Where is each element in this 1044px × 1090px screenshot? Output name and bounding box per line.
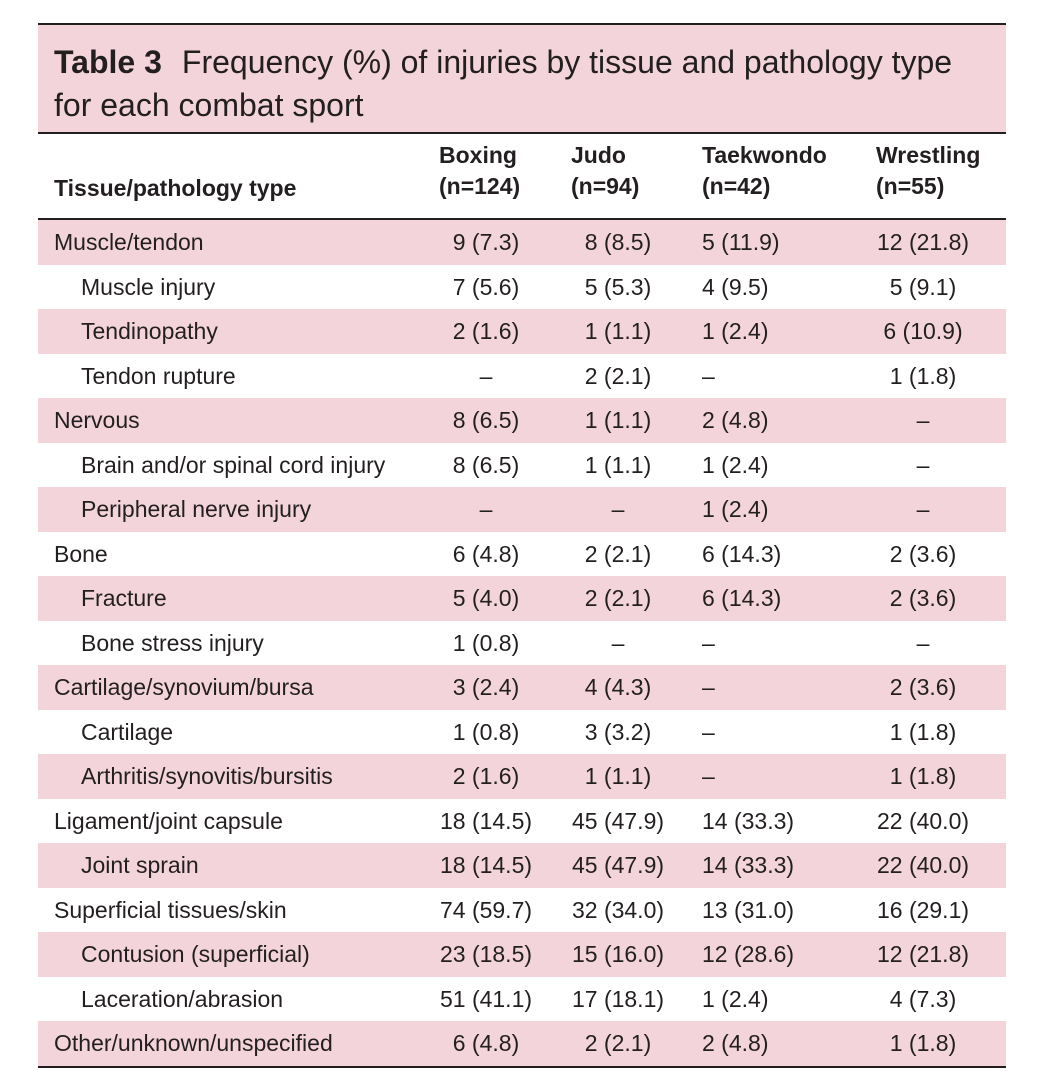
table-cell: 12 (28.6) bbox=[702, 941, 795, 967]
table-row bbox=[38, 754, 1006, 799]
table-cell: – bbox=[611, 496, 625, 522]
table-cell: 5 (5.3) bbox=[584, 273, 652, 300]
table-row bbox=[38, 932, 1006, 977]
header-boxing bbox=[439, 140, 520, 202]
table-cell: – bbox=[611, 629, 625, 656]
table-cell: 1 (1.1) bbox=[584, 318, 652, 344]
row-label: Tendinopathy bbox=[81, 318, 218, 344]
table-cell: 1 (1.8) bbox=[889, 763, 957, 789]
header-taekwondo-name: Taekwondo bbox=[702, 142, 827, 168]
table-cell: 2 (2.1) bbox=[584, 1030, 652, 1056]
table-cell: – bbox=[702, 718, 715, 745]
table-cell: 2 (2.1) bbox=[584, 362, 652, 389]
table-caption bbox=[38, 25, 1006, 132]
table-cell: 1 (2.4) bbox=[702, 318, 769, 344]
table-cell: – bbox=[916, 451, 930, 478]
header-boxing-n: (n=124) bbox=[439, 173, 521, 199]
table-cell: 12 (21.8) bbox=[876, 229, 970, 255]
table-cell: 2 (1.6) bbox=[452, 763, 520, 789]
table-cell: – bbox=[916, 407, 930, 433]
table-cell: – bbox=[702, 629, 715, 656]
table-cell: – bbox=[702, 674, 715, 700]
table-cell: 12 (21.8) bbox=[876, 941, 970, 967]
table-cell: 2 (1.6) bbox=[452, 318, 520, 344]
table-cell: 9 (7.3) bbox=[452, 229, 520, 255]
table-cell: 1 (1.1) bbox=[584, 407, 652, 433]
table-cell: 8 (8.5) bbox=[584, 229, 652, 255]
row-label: Contusion (superficial) bbox=[81, 941, 310, 967]
table-cell: 13 (31.0) bbox=[702, 896, 795, 923]
table-row bbox=[38, 1021, 1006, 1066]
table-cell: 1 (2.4) bbox=[702, 985, 769, 1012]
table-cell: 2 (2.1) bbox=[584, 585, 652, 611]
header-wrestling bbox=[876, 140, 980, 202]
row-label: Muscle/tendon bbox=[54, 229, 204, 255]
table-cell: 1 (0.8) bbox=[452, 718, 520, 745]
row-label: Peripheral nerve injury bbox=[81, 496, 312, 522]
table-cell: 1 (2.4) bbox=[702, 451, 769, 478]
table-cell: 45 (47.9) bbox=[571, 852, 665, 878]
table-cell: 51 (41.1) bbox=[439, 985, 533, 1012]
table-cell: 5 (11.9) bbox=[702, 229, 780, 255]
table-cell: 2 (4.8) bbox=[702, 407, 769, 433]
table-cell: 15 (16.0) bbox=[571, 941, 665, 967]
table-row bbox=[38, 843, 1006, 888]
table-cell: 6 (4.8) bbox=[452, 1030, 520, 1056]
table-cell: 4 (9.5) bbox=[702, 273, 769, 300]
table-row bbox=[38, 621, 1006, 666]
table-row bbox=[38, 354, 1006, 399]
table-cell: 8 (6.5) bbox=[452, 451, 520, 478]
table-cell: 14 (33.3) bbox=[702, 852, 795, 878]
header-taekwondo bbox=[702, 140, 827, 202]
table-cell: 45 (47.9) bbox=[571, 807, 665, 834]
row-label: Bone stress injury bbox=[81, 629, 264, 656]
header-wrestling-name: Wrestling bbox=[876, 142, 981, 168]
table-row bbox=[38, 665, 1006, 710]
table-row bbox=[38, 487, 1006, 532]
table-row bbox=[38, 977, 1006, 1022]
table-cell: 2 (2.1) bbox=[584, 540, 652, 567]
row-label: Laceration/abrasion bbox=[81, 985, 284, 1012]
table-cell: 5 (9.1) bbox=[889, 273, 957, 300]
table-cell: 1 (1.1) bbox=[584, 451, 652, 478]
row-label: Muscle injury bbox=[81, 273, 216, 300]
header-taekwondo-n: (n=42) bbox=[702, 173, 771, 199]
table-cell: 6 (14.3) bbox=[702, 585, 782, 611]
table-cell: 17 (18.1) bbox=[571, 985, 665, 1012]
table-row bbox=[38, 532, 1006, 577]
row-label: Cartilage/synovium/bursa bbox=[54, 674, 314, 700]
header-boxing-name: Boxing bbox=[439, 142, 517, 168]
table-cell: 23 (18.5) bbox=[439, 941, 533, 967]
caption-label: Table 3 bbox=[54, 44, 162, 80]
table-row bbox=[38, 799, 1006, 844]
row-label: Bone bbox=[54, 540, 108, 567]
table-cell: 14 (33.3) bbox=[702, 807, 795, 834]
table-row bbox=[38, 710, 1006, 755]
header-wrestling-n: (n=55) bbox=[876, 173, 945, 199]
row-label: Arthritis/synovitis/bursitis bbox=[81, 763, 333, 789]
table-cell: – bbox=[916, 496, 930, 522]
table-cell: 2 (3.6) bbox=[889, 540, 957, 567]
table-cell: 1 (1.8) bbox=[889, 718, 957, 745]
row-label: Nervous bbox=[54, 407, 140, 433]
table-row bbox=[38, 398, 1006, 443]
table-cell: 22 (40.0) bbox=[876, 807, 970, 834]
table-cell: 2 (4.8) bbox=[702, 1030, 769, 1056]
table-row bbox=[38, 443, 1006, 488]
table-body bbox=[38, 220, 1006, 1066]
header-judo-name: Judo bbox=[571, 142, 626, 168]
table-row bbox=[38, 888, 1006, 933]
row-label: Cartilage bbox=[81, 718, 174, 745]
table-cell: 2 (3.6) bbox=[889, 674, 957, 700]
table-cell: 6 (10.9) bbox=[883, 318, 963, 344]
table-cell: 1 (1.8) bbox=[889, 1030, 957, 1056]
table-cell: 1 (1.8) bbox=[889, 362, 957, 389]
row-label: Fracture bbox=[81, 585, 167, 611]
row-label: Joint sprain bbox=[81, 852, 199, 878]
table-cell: 2 (3.6) bbox=[889, 585, 957, 611]
table-cell: – bbox=[702, 362, 715, 389]
table-cell: 6 (4.8) bbox=[452, 540, 520, 567]
table-cell: – bbox=[479, 362, 493, 389]
table-cell: 74 (59.7) bbox=[439, 896, 533, 923]
table-row bbox=[38, 576, 1006, 621]
table-cell: – bbox=[916, 629, 930, 656]
table-cell: 8 (6.5) bbox=[452, 407, 520, 433]
table-cell: 6 (14.3) bbox=[702, 540, 782, 567]
table-cell: 1 (2.4) bbox=[702, 496, 769, 522]
injury-table bbox=[38, 23, 1006, 1068]
table-cell: 5 (4.0) bbox=[452, 585, 520, 611]
table-cell: 18 (14.5) bbox=[439, 807, 533, 834]
bottom-rule bbox=[38, 1066, 1006, 1068]
table-cell: 22 (40.0) bbox=[876, 852, 970, 878]
table-row bbox=[38, 220, 1006, 265]
table-cell: 16 (29.1) bbox=[876, 896, 970, 923]
table-cell: 3 (2.4) bbox=[452, 674, 520, 700]
table-cell: – bbox=[479, 496, 493, 522]
header-judo-n: (n=94) bbox=[571, 173, 640, 199]
table-cell: 7 (5.6) bbox=[452, 273, 520, 300]
table-cell: 18 (14.5) bbox=[439, 852, 533, 878]
row-label: Other/unknown/unspecified bbox=[54, 1030, 333, 1056]
table-cell: – bbox=[702, 763, 715, 789]
table-cell: 4 (7.3) bbox=[889, 985, 957, 1012]
table-row bbox=[38, 309, 1006, 354]
table-row bbox=[38, 265, 1006, 310]
row-label: Ligament/joint capsule bbox=[54, 807, 283, 834]
table-cell: 1 (1.1) bbox=[584, 763, 652, 789]
table-header bbox=[38, 134, 1006, 218]
row-label: Tendon rupture bbox=[81, 362, 236, 389]
header-judo bbox=[571, 140, 639, 202]
row-label: Superficial tissues/skin bbox=[54, 896, 287, 923]
caption-text: Frequency (%) of injuries by tissue and pathology type for each combat sport bbox=[54, 44, 953, 123]
row-label: Brain and/or spinal cord injury bbox=[81, 451, 386, 478]
table-cell: 32 (34.0) bbox=[571, 896, 665, 923]
table-cell: 4 (4.3) bbox=[584, 674, 652, 700]
header-tissue-type: Tissue/pathology type bbox=[54, 175, 297, 201]
table-cell: 1 (0.8) bbox=[452, 629, 520, 656]
table-cell: 3 (3.2) bbox=[584, 718, 652, 745]
